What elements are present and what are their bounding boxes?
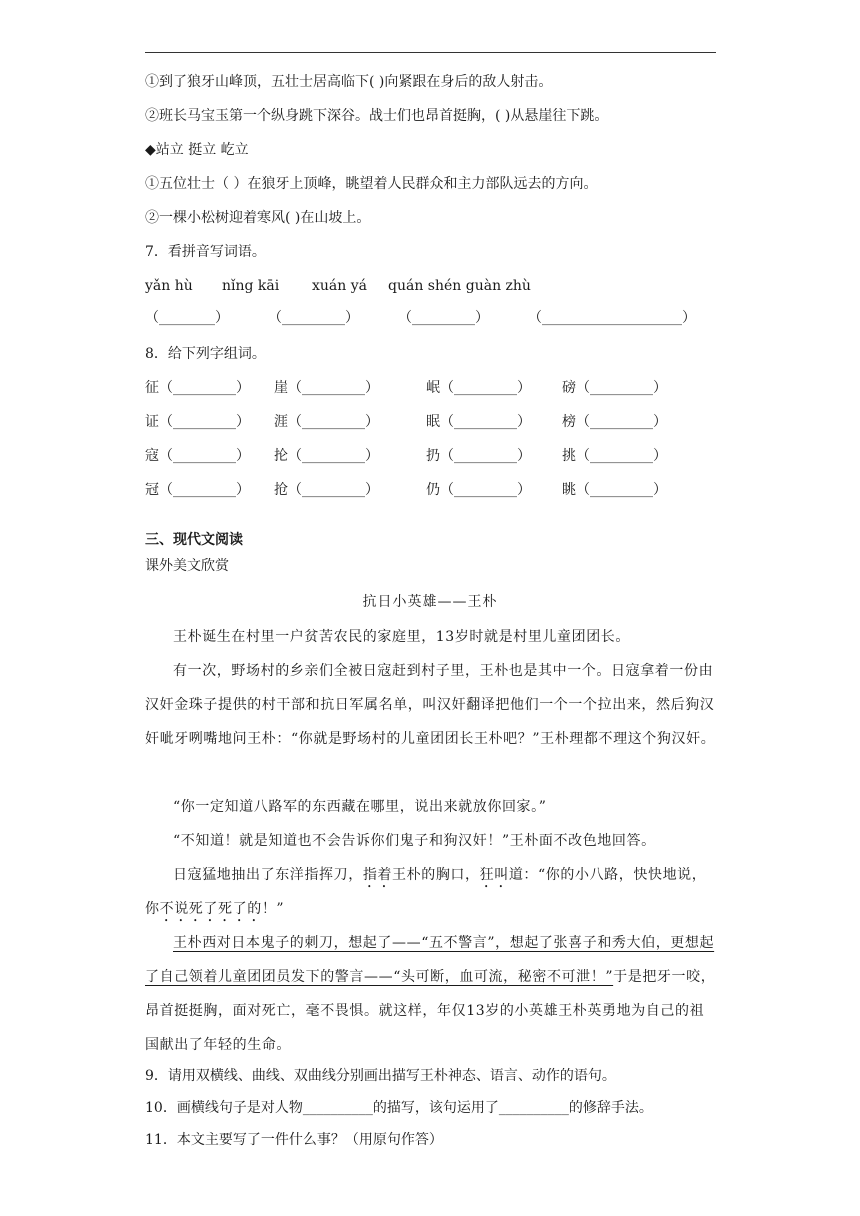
word-blank[interactable]: 榜（_________） bbox=[562, 414, 667, 430]
article-paragraph-4: “不知道！就是知道也不会告诉你们鬼子和狗汉奸！”王朴面不改色地回答。 bbox=[173, 833, 656, 849]
word-blank[interactable]: 寇（_________） bbox=[145, 448, 250, 464]
pinyin-2: nǐng kāi bbox=[222, 278, 280, 294]
dotted-word: 狂叫 bbox=[479, 867, 509, 883]
word-blank[interactable]: 证（_________） bbox=[145, 414, 250, 430]
dotted-phrase: 不说死了死了的 bbox=[159, 901, 262, 917]
word-blank[interactable]: 征（_________） bbox=[145, 380, 250, 396]
article-paragraph-2: 有一次，野场村的乡亲们全被日寇赶到村子里，王朴也是其中一个。日寇拿着一份由汉奸金珠子提供的村干部和抗日军属名单，叫汉奸翻译把他们一个一个拉出来，然后狗汉奸呲牙咧嘴地问王朴：“你就是野场村的儿童团团长王朴吧？”王朴理都不理这个狗汉奸。 bbox=[145, 663, 716, 747]
article-paragraph-3: “你一定知道八路军的东西藏在哪里，说出来就放你回家。” bbox=[173, 799, 547, 815]
article-title: 抗日小英雄——王朴 bbox=[362, 594, 498, 610]
underlined-sentence: 王朴西对日本鬼子的刺刀，想起了——“五不警言”，想起了张喜子和秀大伯，更想起了自己领着儿童团团员发下的警言——“头可断，血可流，秘密不可泄！” bbox=[145, 935, 715, 985]
p5-text: 王朴的胸口， bbox=[392, 867, 480, 883]
word-blank[interactable]: 抢（_________） bbox=[274, 482, 379, 498]
answer-blank-3[interactable]: （_________） bbox=[398, 310, 489, 326]
answer-blank-2[interactable]: （_________） bbox=[268, 310, 359, 326]
question-11: 11．本文主要写了一件什么事？（用原句作答） bbox=[145, 1132, 443, 1148]
section-heading: 三、现代文阅读 bbox=[145, 532, 243, 548]
article-paragraph-1: 王朴诞生在村里一户贫苦农民的家庭里，13岁时就是村里儿童团团长。 bbox=[173, 629, 631, 645]
question-10: 10．画横线句子是对人物__________的描写，该句运用了__________的修辞手法。 bbox=[145, 1100, 653, 1116]
answer-blank-4[interactable]: （____________________） bbox=[528, 310, 696, 326]
fill-sentence-3: ①五位壮士（ ）在狼牙上顶峰，眺望着人民群众和主力部队远去的方向。 bbox=[145, 176, 598, 192]
question-7-title: 7．看拼音写词语。 bbox=[145, 244, 266, 260]
word-blank[interactable]: 涯（_________） bbox=[274, 414, 379, 430]
word-blank[interactable]: 抡（_________） bbox=[274, 448, 379, 464]
pinyin-1: yǎn hù bbox=[145, 278, 193, 294]
top-rule bbox=[145, 52, 716, 53]
answer-blank-1[interactable]: （________） bbox=[145, 310, 229, 326]
article-paragraph-5 bbox=[145, 858, 716, 926]
word-options: ◆站立 挺立 屹立 bbox=[145, 142, 249, 158]
fill-sentence-4: ②一棵小松树迎着寒风( )在山坡上。 bbox=[145, 210, 371, 226]
p6-text: 于是把牙一咬，昂首挺挺胸，面对死亡，毫不畏惧。就这样，年仅13岁的小英雄王朴英勇地为自己的祖国献出了年轻的生命。 bbox=[145, 969, 716, 1053]
dotted-word: 指着 bbox=[362, 867, 393, 883]
p5-text: 道：“你的小八路，快快地说，你 bbox=[145, 867, 707, 917]
word-blank[interactable]: 仍（_________） bbox=[426, 482, 531, 498]
word-blank[interactable]: 扔（_________） bbox=[426, 448, 531, 464]
fill-sentence-1: ①到了狼牙山峰顶，五壮士居高临下( )向紧跟在身后的敌人射击。 bbox=[145, 74, 553, 90]
word-blank[interactable]: 岷（_________） bbox=[426, 380, 531, 396]
word-blank[interactable]: 挑（_________） bbox=[562, 448, 667, 464]
question-8-title: 8．给下列字组词。 bbox=[145, 346, 266, 362]
pinyin-3: xuán yá bbox=[312, 278, 367, 294]
pinyin-4: quán shén guàn zhù bbox=[388, 278, 531, 294]
word-blank[interactable]: 眠（_________） bbox=[426, 414, 531, 430]
word-blank[interactable]: 崖（_________） bbox=[274, 380, 379, 396]
article-paragraph-6 bbox=[145, 926, 716, 1062]
p5-text: 日寇猛地抽出了东洋指挥刀， bbox=[173, 867, 363, 883]
question-9: 9．请用双横线、曲线、双曲线分别画出描写王朴神态、语言、动作的语句。 bbox=[145, 1068, 616, 1084]
word-blank[interactable]: 冠（_________） bbox=[145, 482, 250, 498]
word-blank[interactable]: 磅（_________） bbox=[562, 380, 667, 396]
word-blank[interactable]: 眺（_________） bbox=[562, 482, 667, 498]
fill-sentence-2: ②班长马宝玉第一个纵身跳下深谷。战士们也昂首挺胸，( )从悬崖往下跳。 bbox=[145, 108, 609, 124]
section-subheading: 课外美文欣赏 bbox=[145, 558, 229, 574]
p5-text: ！” bbox=[261, 901, 285, 917]
